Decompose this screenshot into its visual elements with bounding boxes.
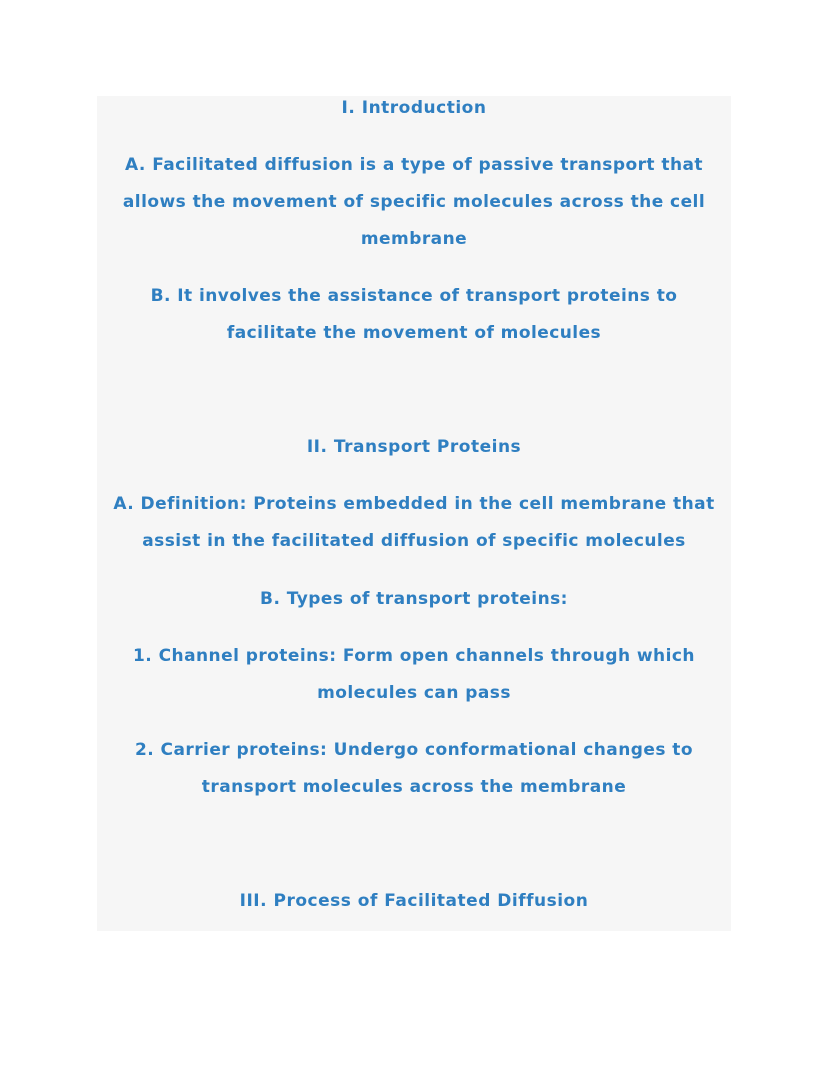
paragraph-line: A. Facilitated diffusion is a type of passive transport that	[125, 155, 703, 175]
section-heading-transport-proteins: II. Transport Proteins	[306, 437, 522, 457]
paragraph-line: B. It involves the assistance of transport proteins to	[150, 286, 678, 306]
paragraph-line: assist in the facilitated diffusion of specific molecules	[142, 531, 686, 551]
paragraph-line: transport molecules across the membrane	[201, 777, 627, 797]
paragraph-line: allows the movement of specific molecules across the cell	[122, 192, 706, 212]
paragraph-line: A. Definition: Proteins embedded in the cell membrane that	[113, 494, 715, 514]
paragraph-line: B. Types of transport proteins:	[260, 589, 568, 609]
paragraph-line: facilitate the movement of molecules	[226, 323, 602, 343]
paragraph-line: 2. Carrier proteins: Undergo conformational changes to	[134, 740, 694, 760]
paragraph-line: membrane	[360, 229, 468, 249]
paragraph-line: molecules can pass	[317, 683, 511, 703]
section-heading-introduction: I. Introduction	[341, 98, 487, 118]
section-heading-process: III. Process of Facilitated Diffusion	[239, 891, 589, 911]
paragraph-line: 1. Channel proteins: Form open channels through which	[133, 646, 695, 666]
document-page	[97, 96, 731, 931]
